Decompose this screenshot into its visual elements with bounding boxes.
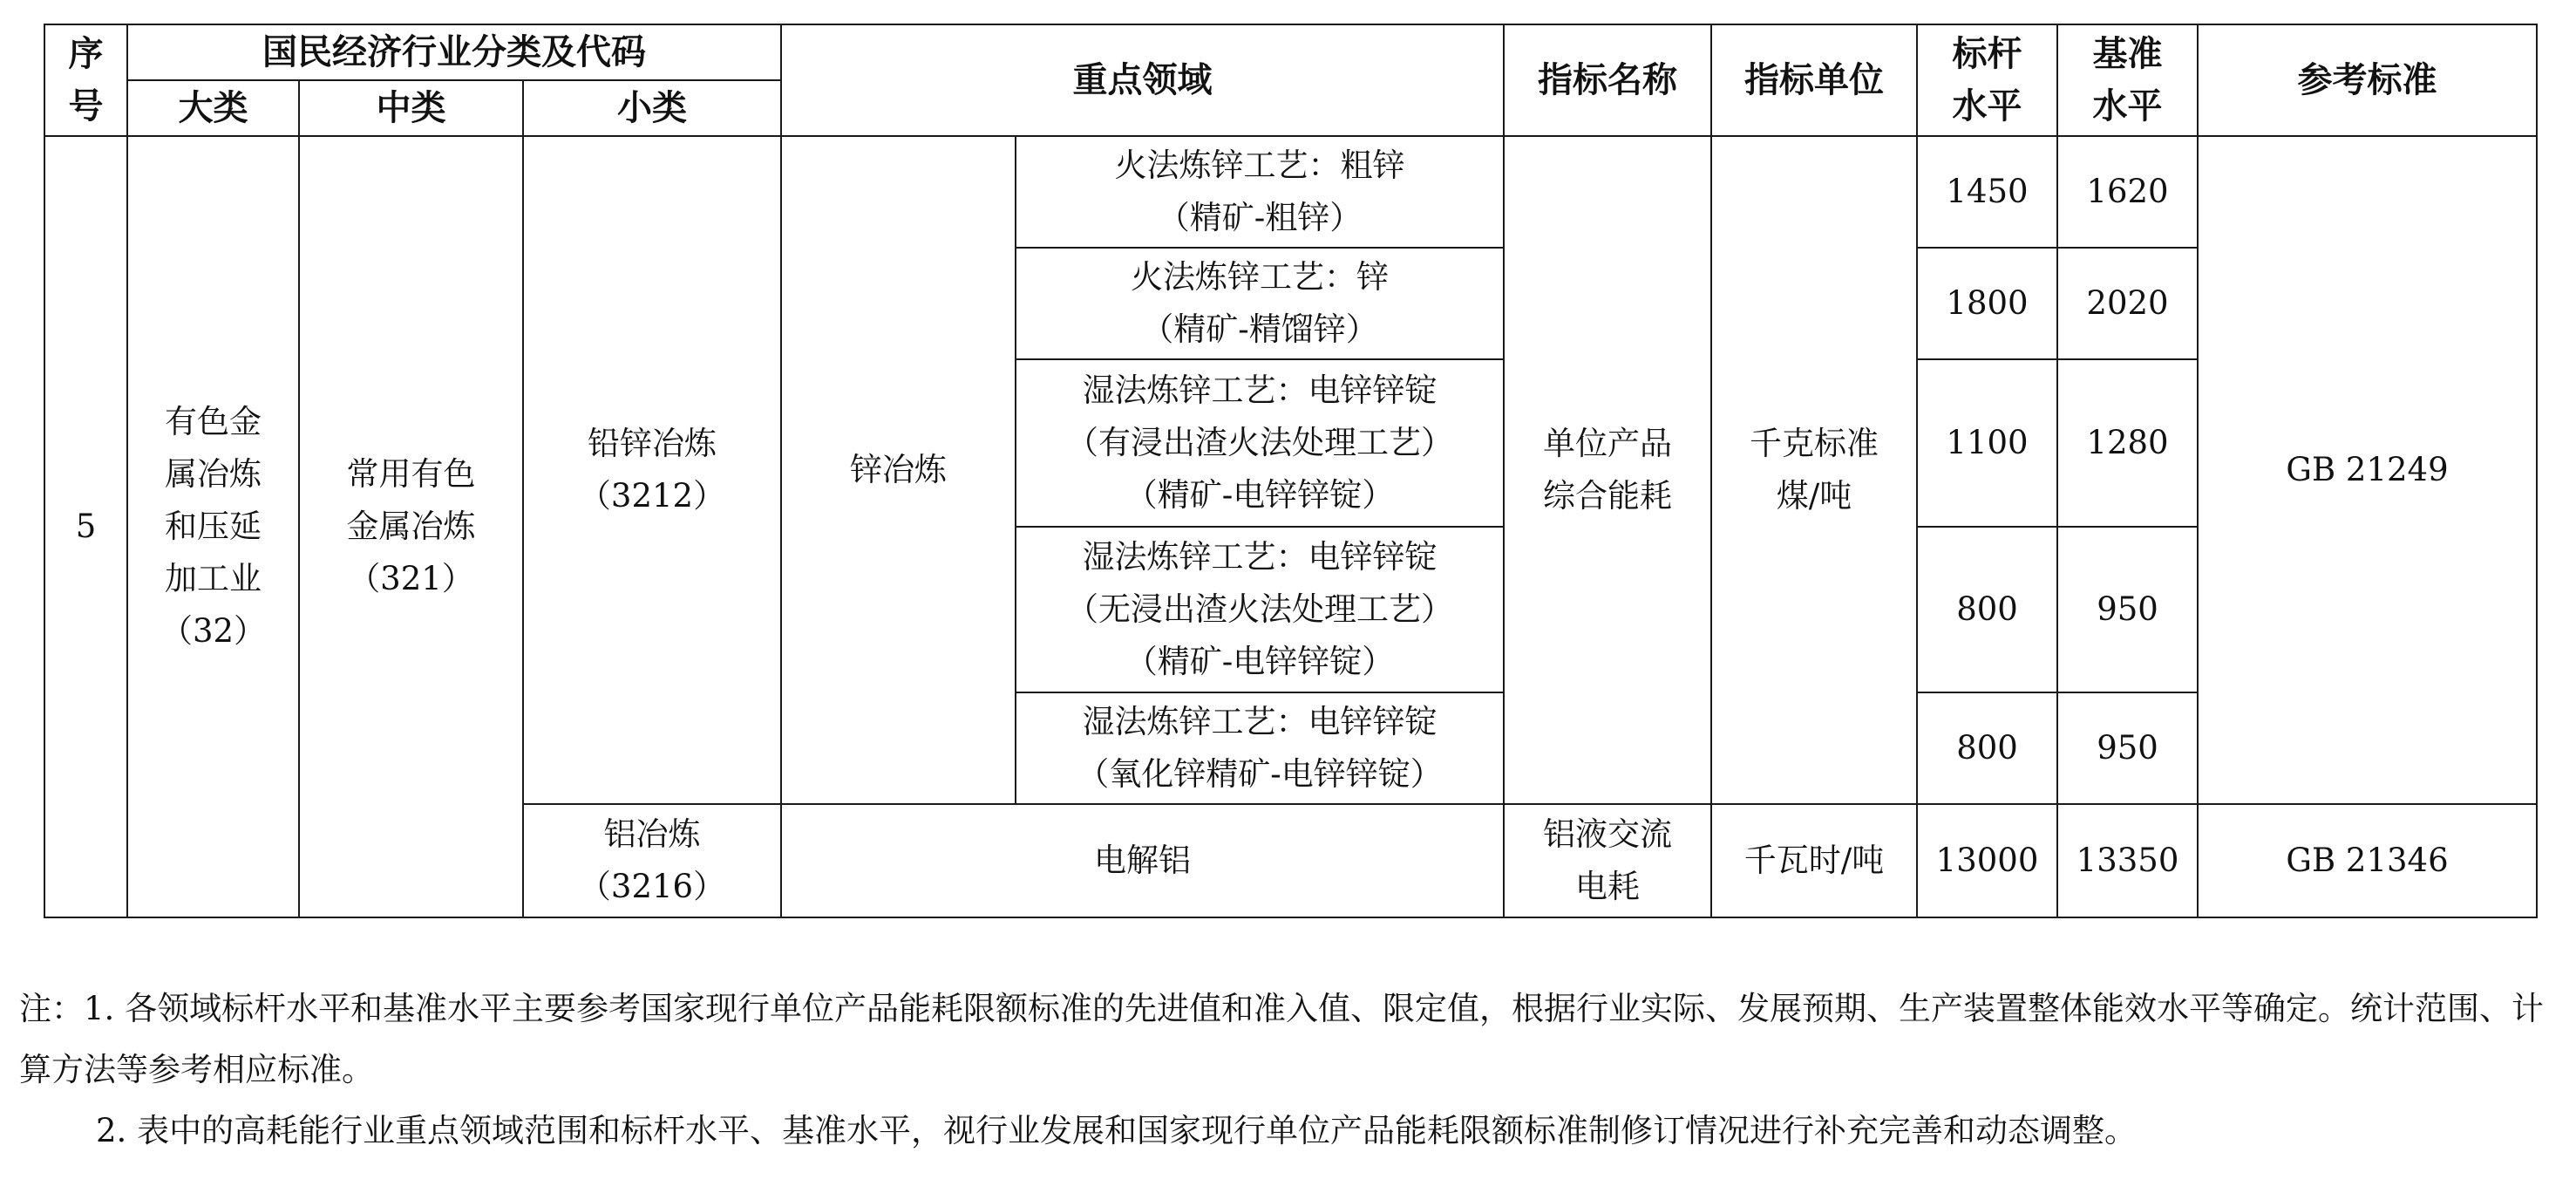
header-seq: 序 号 [44,24,127,136]
header-focus-area: 重点领域 [781,24,1504,136]
cell-process: 火法炼锌工艺：锌 （精矿-精馏锌） [1016,248,1504,359]
table-notes [19,978,2547,1162]
note-1: 注：1. 各领域标杆水平和基准水平主要参考国家现行单位产品能耗限额标准的先进值和准入值、限定值，根据行业实际、发展预期、生产装置整体能效水平等确定。统计范围、计算方法等参考相应标准。 [19,990,2545,1088]
cell-benchmark: 1800 [1917,248,2057,359]
cell-baseline: 950 [2057,692,2198,804]
cell-process: 火法炼锌工艺：粗锌 （精矿-粗锌） [1016,136,1504,248]
cell-benchmark: 1450 [1917,136,2057,248]
cell-medium-category: 常用有色 金属冶炼 （321） [299,136,523,917]
cell-reference-standard: GB 21346 [2198,804,2537,917]
cell-focus-area: 电解铝 [781,804,1504,917]
header-indicator-unit: 指标单位 [1711,24,1917,136]
cell-baseline: 950 [2057,527,2198,692]
cell-benchmark: 800 [1917,527,2057,692]
header-minor-category: 小类 [523,80,781,136]
note-2: 2. 表中的高耗能行业重点领域范围和标杆水平、基准水平，视行业发展和国家现行单位产品能耗限额标准制修订情况进行补充完善和动态调整。 [96,1112,2138,1149]
cell-seq: 5 [44,136,127,917]
header-reference-standard: 参考标准 [2198,24,2537,136]
cell-focus-area: 锌冶炼 [781,136,1016,804]
cell-process: 湿法炼锌工艺：电锌锌锭 （氧化锌精矿-电锌锌锭） [1016,692,1504,804]
header-major-category: 大类 [127,80,299,136]
cell-benchmark: 13000 [1917,804,2057,917]
cell-indicator-name: 单位产品 综合能耗 [1504,136,1711,804]
cell-process: 湿法炼锌工艺：电锌锌锭 （无浸出渣火法处理工艺） （精矿-电锌锌锭） [1016,527,1504,692]
header-benchmark-level: 标杆 水平 [1917,24,2057,136]
cell-major-category: 有色金 属冶炼 和压延 加工业 （32） [127,136,299,917]
header-indicator-name: 指标名称 [1504,24,1711,136]
header-medium-category: 中类 [299,80,523,136]
cell-benchmark: 1100 [1917,359,2057,527]
header-industry-classification: 国民经济行业分类及代码 [127,24,781,80]
header-baseline-level: 基准 水平 [2057,24,2198,136]
cell-minor-category: 铝冶炼 （3216） [523,804,781,917]
cell-benchmark: 800 [1917,692,2057,804]
cell-indicator-unit: 千克标准 煤/吨 [1711,136,1917,804]
cell-baseline: 13350 [2057,804,2198,917]
cell-minor-category: 铅锌冶炼 （3212） [523,136,781,804]
cell-baseline: 2020 [2057,248,2198,359]
cell-baseline: 1620 [2057,136,2198,248]
cell-baseline: 1280 [2057,359,2198,527]
energy-benchmark-table [44,24,2538,918]
cell-process: 湿法炼锌工艺：电锌锌锭 （有浸出渣火法处理工艺） （精矿-电锌锌锭） [1016,359,1504,527]
cell-indicator-unit: 千瓦时/吨 [1711,804,1917,917]
cell-indicator-name: 铝液交流 电耗 [1504,804,1711,917]
table-row [44,136,2537,248]
cell-reference-standard: GB 21249 [2198,136,2537,804]
